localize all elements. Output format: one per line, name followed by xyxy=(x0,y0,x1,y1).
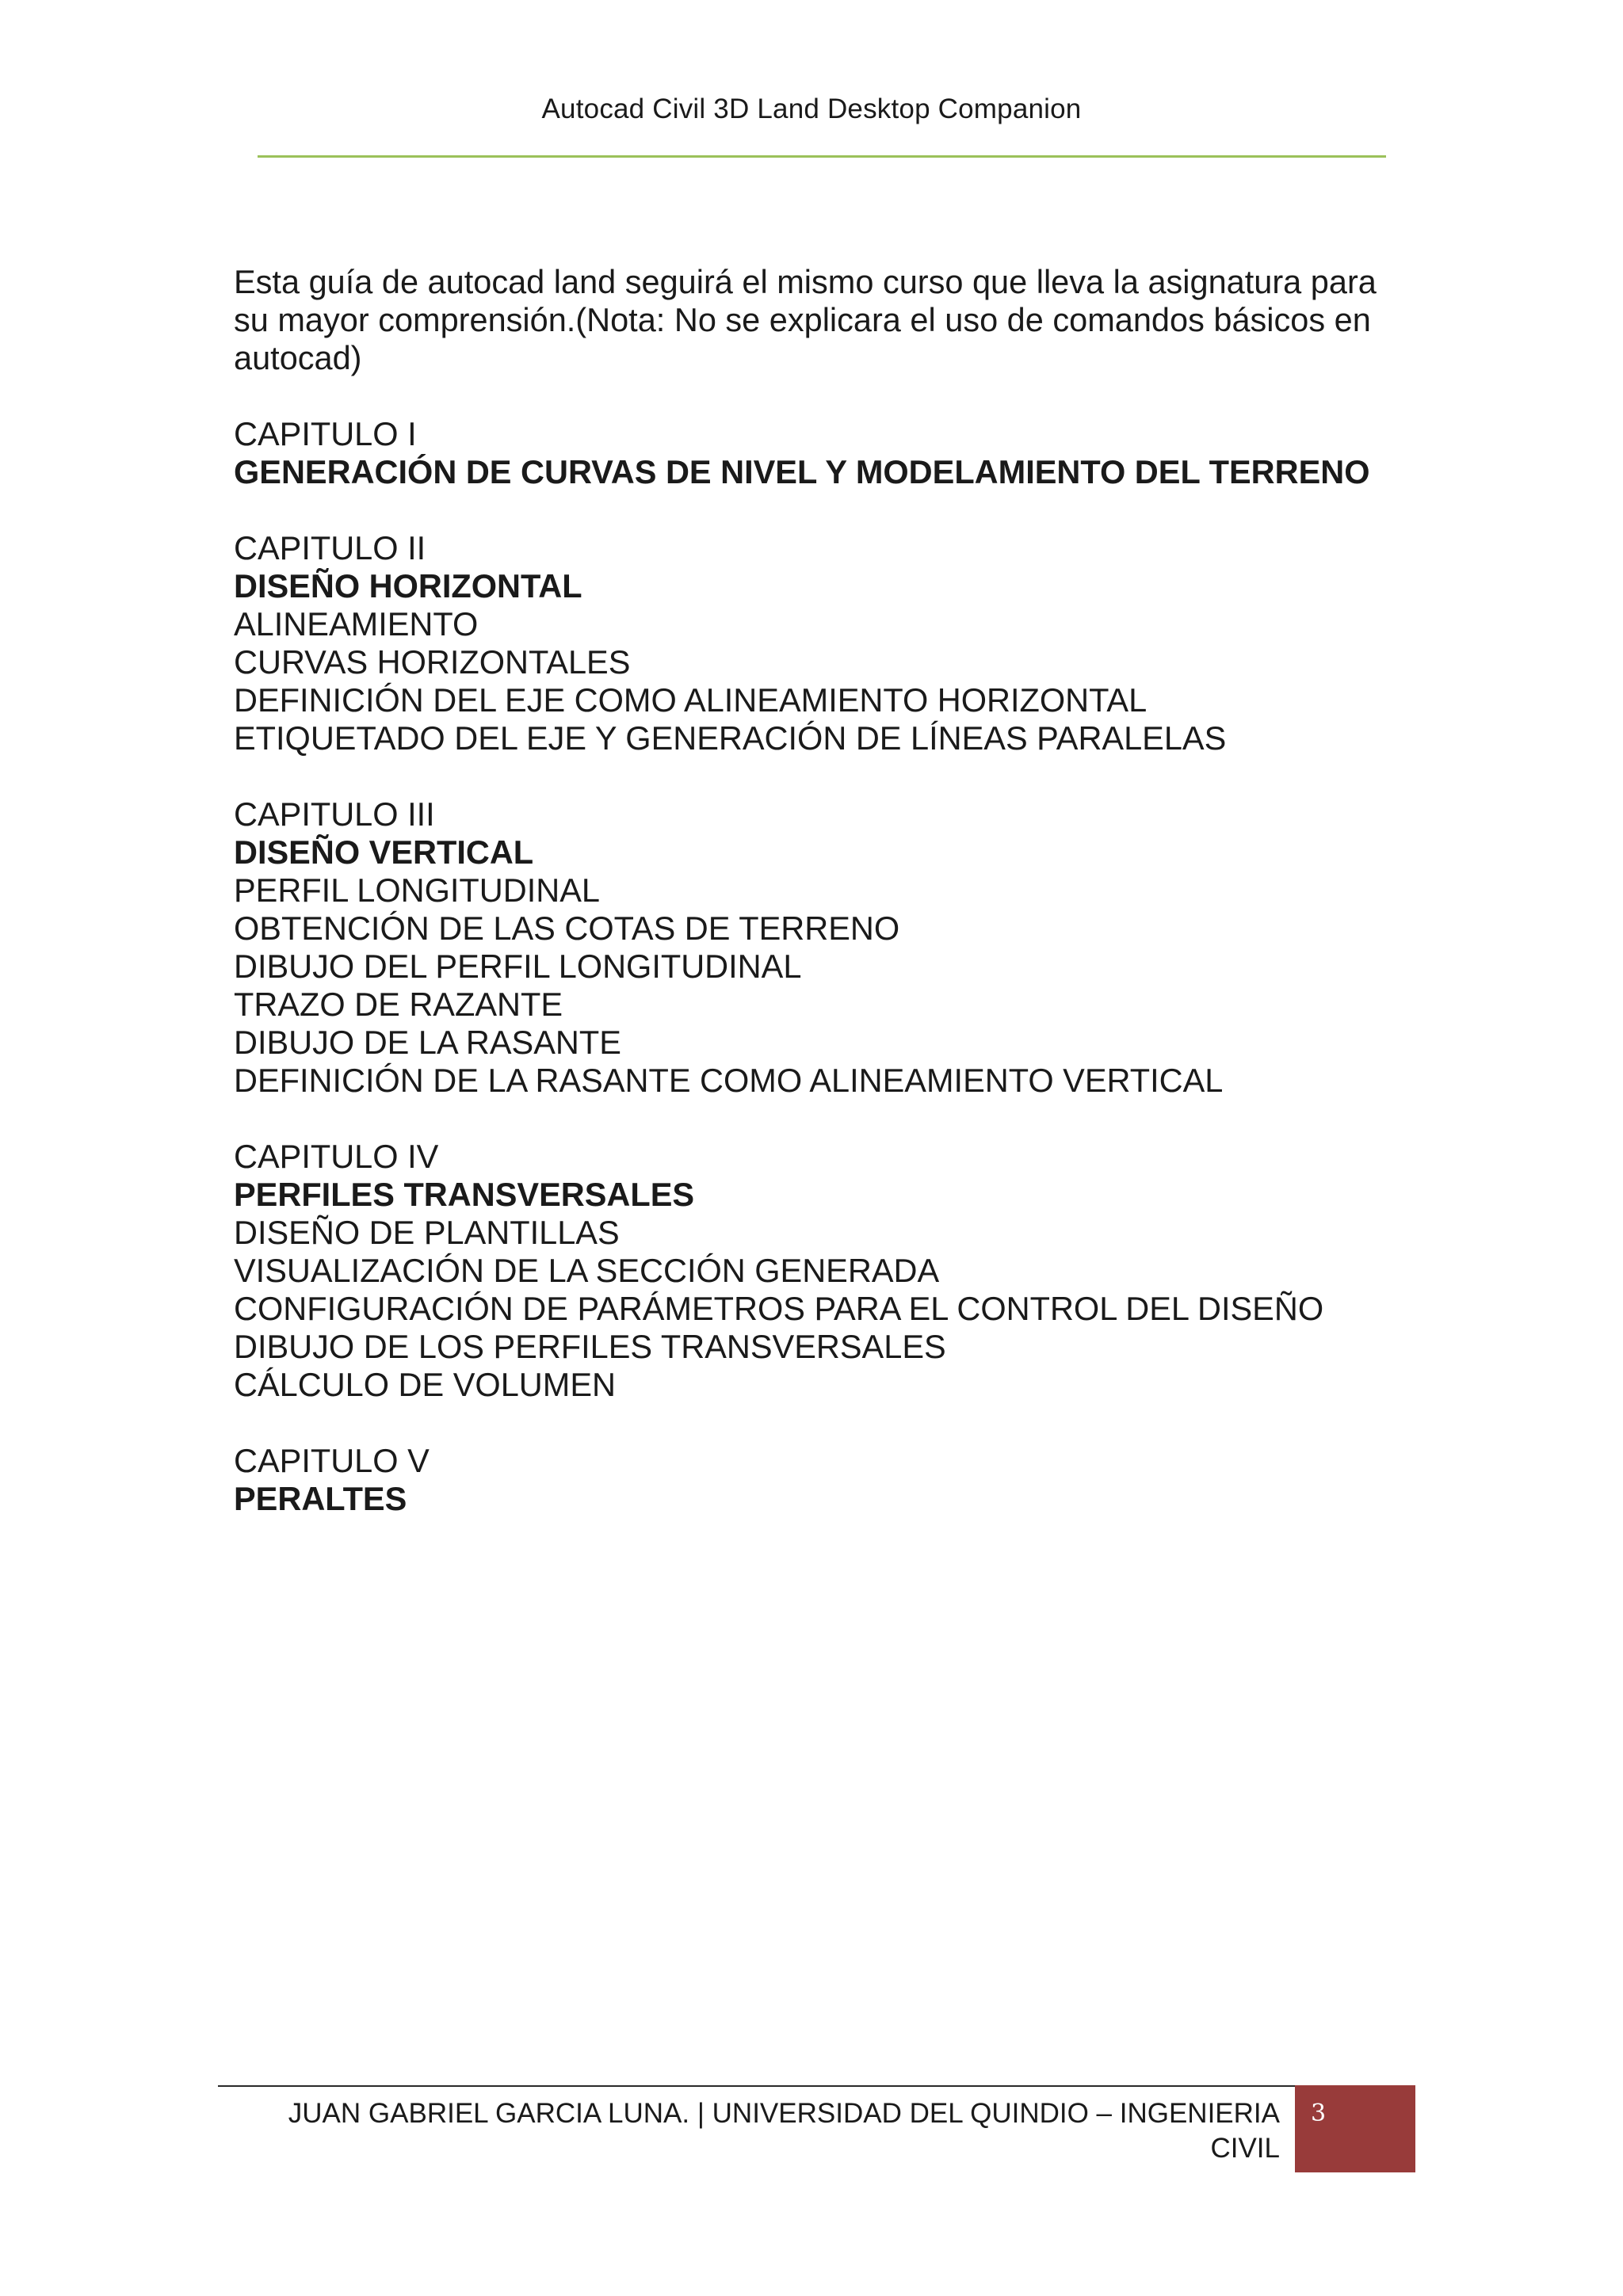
footer-line: JUAN GABRIEL GARCIA LUNA. | UNIVERSIDAD DEL QUINDIO – INGENIERIA xyxy=(288,2098,1280,2129)
chapter-label: CAPITULO IV xyxy=(234,1138,439,1175)
chapter-item: CÁLCULO DE VOLUMEN xyxy=(234,1366,616,1403)
page-content xyxy=(234,263,1399,1518)
chapter-label: CAPITULO I xyxy=(234,415,417,452)
chapter-2 xyxy=(234,529,1399,757)
chapter-5 xyxy=(234,1442,1399,1518)
chapter-title: GENERACIÓN DE CURVAS DE NIVEL Y MODELAMIENTO DEL TERRENO xyxy=(234,453,1370,490)
chapter-item: DEFINICIÓN DE LA RASANTE COMO ALINEAMIENTO VERTICAL xyxy=(234,1062,1224,1099)
intro-line: su mayor comprensión.(Nota: No se explicara el uso de comandos básicos en xyxy=(234,301,1371,338)
chapter-title: PERFILES TRANSVERSALES xyxy=(234,1176,695,1213)
chapter-item: VISUALIZACIÓN DE LA SECCIÓN GENERADA xyxy=(234,1252,940,1289)
chapter-title: PERALTES xyxy=(234,1480,407,1517)
chapter-label: CAPITULO V xyxy=(234,1442,430,1479)
chapter-3 xyxy=(234,795,1399,1100)
chapter-item: DISEÑO DE PLANTILLAS xyxy=(234,1214,620,1251)
chapter-item: CURVAS HORIZONTALES xyxy=(234,643,631,681)
chapter-item: DIBUJO DEL PERFIL LONGITUDINAL xyxy=(234,948,802,985)
chapter-item: ALINEAMIENTO xyxy=(234,605,479,643)
chapter-title: DISEÑO VERTICAL xyxy=(234,833,534,871)
chapter-item: OBTENCIÓN DE LAS COTAS DE TERRENO xyxy=(234,910,900,947)
page-number: 3 xyxy=(1311,2100,1327,2127)
intro-line: autocad) xyxy=(234,339,362,376)
chapter-item: DEFINICIÓN DEL EJE COMO ALINEAMIENTO HORIZONTAL xyxy=(234,681,1148,719)
chapter-label: CAPITULO II xyxy=(234,529,426,566)
chapter-item: DIBUJO DE LA RASANTE xyxy=(234,1024,621,1061)
chapter-item: ETIQUETADO DEL EJE Y GENERACIÓN DE LÍNEAS PARALELAS xyxy=(234,719,1227,757)
chapter-4 xyxy=(234,1138,1399,1404)
intro-paragraph xyxy=(234,263,1399,377)
chapter-title: DISEÑO HORIZONTAL xyxy=(234,567,582,605)
chapter-item: DIBUJO DE LOS PERFILES TRANSVERSALES xyxy=(234,1328,946,1365)
chapter-item: PERFIL LONGITUDINAL xyxy=(234,871,600,909)
footer-line: CIVIL xyxy=(1210,2133,1280,2164)
intro-line: Esta guía de autocad land seguirá el mismo curso que lleva la asignatura para xyxy=(234,263,1377,300)
chapter-item: TRAZO DE RAZANTE xyxy=(234,986,563,1023)
page-number-badge xyxy=(1295,2085,1415,2172)
footer-rule xyxy=(218,2085,1296,2087)
header-rule xyxy=(258,155,1386,158)
footer-author xyxy=(238,2096,1280,2166)
running-header-title: Autocad Civil 3D Land Desktop Companion xyxy=(541,93,1082,124)
chapter-item: CONFIGURACIÓN DE PARÁMETROS PARA EL CONTROL DEL DISEÑO xyxy=(234,1290,1324,1327)
chapter-1 xyxy=(234,415,1399,491)
chapter-label: CAPITULO III xyxy=(234,795,435,833)
